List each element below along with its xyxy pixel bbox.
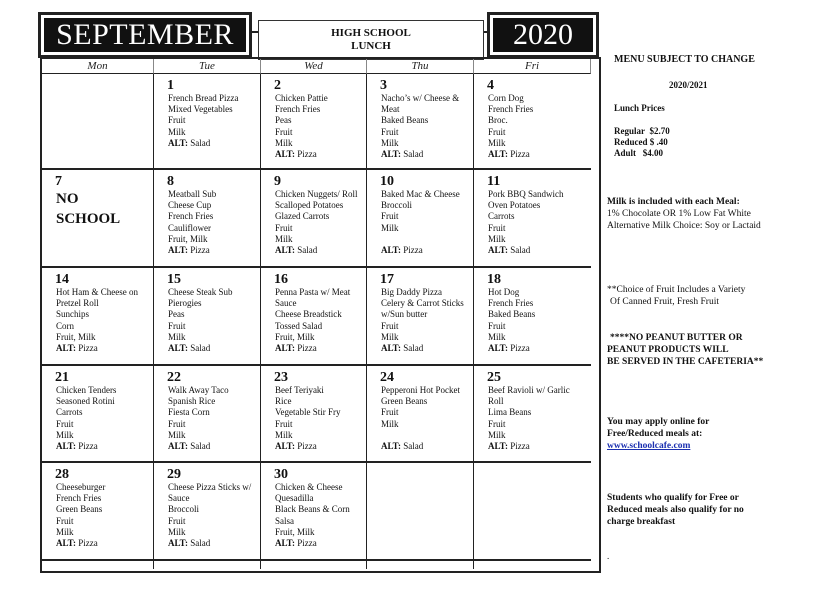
alt-value: Salad — [190, 343, 211, 354]
menu-item: Spanish Rice — [168, 396, 216, 407]
menu-item: Hot Ham & Cheese on — [56, 287, 138, 297]
milk-info — [607, 196, 761, 232]
menu-item: Fruit — [56, 418, 74, 429]
menu-item: Milk — [488, 429, 506, 440]
menu-item: Milk — [168, 126, 186, 137]
menu-item: Milk — [275, 137, 293, 148]
day-header-thu: Thu — [367, 59, 474, 74]
day-number: 22 — [167, 370, 181, 385]
day-number: 28 — [55, 467, 69, 482]
alt-choice — [275, 343, 366, 354]
menu-item: Baked Mac & Cheese — [381, 189, 460, 199]
day-cell — [261, 74, 367, 170]
alt-label: ALT: — [168, 441, 189, 452]
menu-item: Broccoli — [381, 200, 412, 211]
day-cell — [474, 366, 591, 463]
menu-item: Carrots — [56, 407, 83, 418]
menu-item: Fruit — [275, 222, 293, 233]
menu-item: Black Beans & Corn — [275, 504, 350, 515]
menu-item: Quesadilla — [275, 493, 314, 504]
menu-item: Beef Ravioli w/ Garlic — [488, 385, 570, 395]
alt-choice — [168, 343, 260, 354]
menu-item: Walk Away Taco — [168, 385, 229, 395]
schoolcafe-link[interactable]: www.schoolcafe.com — [607, 441, 691, 451]
menu-item: Broccoli — [168, 504, 199, 515]
menu-item — [381, 234, 473, 245]
peanut-warning: ****NO PEANUT BUTTER OR PEANUT PRODUCTS WILL BE SERVED IN THE CAFETERIA** — [607, 333, 764, 367]
alt-label: ALT: — [275, 245, 296, 256]
menu-item: Oven Potatoes — [488, 200, 541, 211]
menu-item: French Bread Pizza — [168, 93, 239, 103]
menu-item: Milk — [381, 222, 399, 233]
alt-value: Pizza — [78, 343, 98, 354]
menu-item: Milk — [381, 418, 399, 429]
day-number: 3 — [380, 78, 387, 93]
menu-title-line2: LUNCH — [351, 40, 391, 52]
alt-choice — [488, 343, 591, 354]
trailing-row-cell — [367, 561, 474, 569]
alt-label: ALT: — [275, 149, 296, 160]
alt-choice — [56, 538, 153, 549]
menu-item: French Fries — [488, 104, 534, 115]
day-number: 11 — [487, 174, 501, 189]
menu-item: Sauce — [275, 298, 297, 309]
alt-choice — [275, 441, 366, 452]
day-header-tue: Tue — [154, 59, 261, 74]
trailing-row-cell — [474, 561, 591, 569]
trailing-row-cell — [261, 561, 367, 569]
menu-item — [381, 430, 473, 441]
month-title: SEPTEMBER — [44, 18, 246, 52]
day-number: 7 — [55, 174, 62, 189]
day-number: 8 — [167, 174, 174, 189]
menu-item: Meatball Sub — [168, 189, 217, 199]
alt-value: Salad — [190, 538, 211, 549]
menu-item: Glazed Carrots — [275, 211, 330, 222]
day-header-mon: Mon — [42, 59, 154, 74]
menu-item: Pepperoni Hot Pocket — [381, 385, 460, 395]
menu-item: Roll — [488, 396, 504, 407]
menu-item: French Fries — [488, 298, 534, 309]
day-cell — [474, 74, 591, 170]
alt-label: ALT: — [381, 441, 402, 452]
alt-choice — [488, 245, 591, 256]
breakfast-info: Students who qualify for Free or Reduced meals also qualify for no charge breakfast — [607, 493, 744, 527]
alt-value: Pizza — [297, 441, 317, 452]
day-cell — [154, 268, 261, 366]
menu-item: Green Beans — [56, 504, 103, 515]
alt-choice — [56, 441, 153, 452]
menu-item: Nacho’s w/ Cheese & — [381, 93, 460, 103]
alt-value: Salad — [297, 245, 318, 256]
alt-value: Pizza — [510, 343, 530, 354]
trailing-row-cell — [42, 561, 154, 569]
day-cell — [42, 74, 154, 170]
menu-item: Fruit — [488, 222, 506, 233]
alt-choice — [56, 343, 153, 354]
day-cell — [42, 268, 154, 366]
menu-item: Baked Beans — [381, 115, 429, 126]
trailing-row-cell — [154, 561, 261, 569]
day-cell — [367, 170, 474, 268]
alt-label: ALT: — [381, 343, 402, 354]
price-adult: Adult $4.00 — [614, 148, 664, 158]
day-number: 2 — [274, 78, 281, 93]
day-cell — [261, 463, 367, 561]
menu-item: Milk — [56, 526, 74, 537]
day-cell — [154, 463, 261, 561]
menu-item: Cheese Pizza Sticks w/ — [168, 482, 252, 492]
menu-item: Milk — [168, 526, 186, 537]
day-number: 10 — [380, 174, 394, 189]
menu-item: Pretzel Roll — [56, 298, 99, 309]
menu-item: Fruit — [168, 115, 186, 126]
menu-item: Scalloped Potatoes — [275, 200, 344, 211]
alt-label: ALT: — [56, 441, 77, 452]
alt-label: ALT: — [275, 343, 296, 354]
alt-label: ALT: — [488, 441, 509, 452]
menu-item: Cheese Steak Sub — [168, 287, 233, 297]
alt-value: Salad — [403, 343, 424, 354]
menu-item: Hot Dog — [488, 287, 520, 297]
menu-item: Milk — [168, 429, 186, 440]
milk-title: Milk is included with each Meal: — [607, 197, 740, 207]
alt-label: ALT: — [168, 538, 189, 549]
menu-item: Seasoned Rotini — [56, 396, 115, 407]
alt-value: Pizza — [510, 149, 530, 160]
day-number: 21 — [55, 370, 69, 385]
menu-item: Fruit — [381, 126, 399, 137]
alt-label: ALT: — [488, 343, 509, 354]
alt-value: Pizza — [297, 538, 317, 549]
day-cell — [474, 170, 591, 268]
menu-item: Fruit — [381, 211, 399, 222]
fruit-note: **Choice of Fruit Includes a Variety Of Canned Fruit, Fresh Fruit — [607, 285, 746, 307]
menu-item: Cheese Breadstick — [275, 309, 342, 320]
day-cell — [154, 170, 261, 268]
menu-item: Green Beans — [381, 396, 428, 407]
menu-item: Celery & Carrot Sticks — [381, 298, 464, 309]
menu-item: Meat — [381, 104, 400, 115]
menu-item: Mixed Vegetables — [168, 104, 233, 115]
day-cell — [261, 268, 367, 366]
menu-item: Fruit — [56, 515, 74, 526]
alt-label: ALT: — [488, 245, 509, 256]
no-school-note: SCHOOL — [56, 211, 121, 227]
alt-choice — [168, 138, 260, 149]
menu-item: Beef Teriyaki — [275, 385, 324, 395]
day-number: 17 — [380, 272, 394, 287]
year-banner — [487, 12, 599, 58]
menu-title — [258, 20, 484, 60]
menu-item: Fruit — [275, 126, 293, 137]
alt-choice — [275, 245, 366, 256]
day-number: 16 — [274, 272, 288, 287]
menu-item: Pierogies — [168, 298, 202, 309]
day-number: 25 — [487, 370, 501, 385]
day-number: 15 — [167, 272, 181, 287]
menu-item: Cheeseburger — [56, 482, 106, 492]
alt-value: Salad — [190, 137, 211, 148]
day-number: 23 — [274, 370, 288, 385]
month-banner — [38, 12, 252, 58]
day-number: 1 — [167, 78, 174, 93]
price-reduced: Reduced $ .40 — [614, 137, 668, 147]
alt-value: Salad — [510, 245, 531, 256]
alt-choice — [168, 538, 260, 549]
menu-item: French Fries — [56, 493, 102, 504]
menu-item: Chicken & Cheese — [275, 482, 343, 492]
calendar-grid — [42, 59, 599, 571]
menu-item: Milk — [275, 233, 293, 244]
menu-item: Fruit — [488, 126, 506, 137]
apply-info: You may apply online for Free/Reduced meals at: www.schoolcafe.com — [607, 417, 710, 451]
alt-label: ALT: — [275, 538, 296, 549]
menu-item: Corn Dog — [488, 93, 524, 103]
alt-choice — [488, 149, 591, 160]
alt-label: ALT: — [56, 343, 77, 354]
day-cell — [42, 463, 154, 561]
day-cell — [367, 268, 474, 366]
sidebar — [614, 54, 814, 66]
menu-item: Milk — [488, 233, 506, 244]
menu-item: Penna Pasta w/ Meat — [275, 287, 351, 297]
day-cell — [154, 366, 261, 463]
day-cell — [367, 74, 474, 170]
day-number: 4 — [487, 78, 494, 93]
alt-choice — [168, 245, 260, 256]
menu-item: French Fries — [168, 211, 214, 222]
alt-value: Pizza — [297, 149, 317, 160]
menu-item: Milk — [381, 137, 399, 148]
alt-value: Salad — [190, 441, 211, 452]
alt-value: Salad — [403, 441, 424, 452]
menu-item: Milk — [56, 429, 74, 440]
alt-choice — [488, 441, 591, 452]
day-cell — [367, 366, 474, 463]
menu-item: Sunchips — [56, 309, 90, 320]
alt-label: ALT: — [56, 538, 77, 549]
menu-item: Pork BBQ Sandwich — [488, 189, 564, 199]
milk-alternative: Alternative Milk Choice: Soy or Lactaid — [607, 221, 761, 231]
menu-item: Vegetable Stir Fry — [275, 407, 341, 418]
alt-choice — [381, 343, 473, 354]
menu-item: Chicken Nuggets/ Roll — [275, 189, 358, 199]
alt-label: ALT: — [488, 149, 509, 160]
alt-choice — [381, 149, 473, 160]
menu-item: Fruit — [275, 418, 293, 429]
alt-label: ALT: — [381, 149, 402, 160]
menu-item: Corn — [56, 320, 74, 331]
alt-label: ALT: — [168, 137, 189, 148]
menu-item: Fruit — [381, 407, 399, 418]
price-regular: Regular $2.70 — [614, 126, 670, 136]
menu-item: Milk — [488, 331, 506, 342]
day-number: 24 — [380, 370, 394, 385]
menu-item: Broc. — [488, 115, 508, 126]
menu-item: Big Daddy Pizza — [381, 287, 442, 297]
menu-item: Fruit, Milk — [275, 526, 315, 537]
menu-item: Carrots — [488, 211, 515, 222]
day-header-fri: Fri — [474, 59, 591, 74]
alt-choice — [275, 538, 366, 549]
day-cell — [154, 74, 261, 170]
day-number: 29 — [167, 467, 181, 482]
menu-item: w/Sun butter — [381, 309, 428, 320]
day-cell — [261, 366, 367, 463]
menu-item: Fruit — [488, 320, 506, 331]
menu-item: Fruit — [381, 320, 399, 331]
day-header-wed: Wed — [261, 59, 367, 74]
day-cell — [42, 170, 154, 268]
day-cell — [367, 463, 474, 561]
end-mark: . — [607, 551, 610, 561]
menu-item: Fruit — [488, 418, 506, 429]
alt-label: ALT: — [168, 343, 189, 354]
menu-item: Lima Beans — [488, 407, 532, 418]
alt-value: Pizza — [78, 538, 98, 549]
menu-item: Fruit — [168, 320, 186, 331]
menu-item: Milk — [168, 331, 186, 342]
alt-value: Salad — [403, 149, 424, 160]
menu-item: Cauliflower — [168, 222, 211, 233]
menu-item: Fiesta Corn — [168, 407, 210, 418]
day-number: 30 — [274, 467, 288, 482]
prices-title: Lunch Prices — [614, 103, 665, 113]
menu-item: Fruit — [168, 418, 186, 429]
day-number: 18 — [487, 272, 501, 287]
day-number: 9 — [274, 174, 281, 189]
day-cell — [474, 463, 591, 561]
year-title: 2020 — [493, 18, 593, 52]
menu-item: Milk — [381, 331, 399, 342]
alt-label: ALT: — [381, 245, 402, 256]
menu-item: Fruit, Milk — [168, 233, 208, 244]
menu-item: Peas — [168, 309, 185, 320]
alt-label: ALT: — [168, 245, 189, 256]
menu-item: Fruit — [168, 515, 186, 526]
menu-item: Sauce — [168, 493, 190, 504]
alt-choice — [168, 441, 260, 452]
day-cell — [261, 170, 367, 268]
school-year: 2020/2021 — [669, 80, 708, 90]
alt-value: Pizza — [403, 245, 423, 256]
alt-value: Pizza — [297, 343, 317, 354]
alt-choice — [381, 245, 473, 256]
day-cell — [474, 268, 591, 366]
alt-value: Pizza — [78, 441, 98, 452]
no-school-note: NO — [56, 191, 79, 207]
menu-item: Fruit, Milk — [275, 331, 315, 342]
menu-item: Cheese Cup — [168, 200, 212, 211]
alt-value: Pizza — [510, 441, 530, 452]
alt-value: Pizza — [190, 245, 210, 256]
menu-item: Milk — [488, 137, 506, 148]
menu-item: Peas — [275, 115, 292, 126]
menu-item: Baked Beans — [488, 309, 536, 320]
menu-item: Salsa — [275, 515, 294, 526]
menu-item: Tossed Salad — [275, 320, 323, 331]
milk-options: 1% Chocolate OR 1% Low Fat White — [607, 209, 751, 219]
menu-item: Rice — [275, 396, 292, 407]
alt-label: ALT: — [275, 441, 296, 452]
menu-item: Fruit, Milk — [56, 331, 96, 342]
alt-choice — [275, 149, 366, 160]
menu-item: Milk — [275, 429, 293, 440]
menu-item: Chicken Tenders — [56, 385, 117, 395]
subject-to-change: MENU SUBJECT TO CHANGE — [614, 54, 755, 65]
menu-title-line1: HIGH SCHOOL — [331, 27, 411, 39]
menu-item: Chicken Pattie — [275, 93, 328, 103]
day-number: 14 — [55, 272, 69, 287]
alt-choice — [381, 441, 473, 452]
price-list — [614, 126, 670, 159]
day-cell — [42, 366, 154, 463]
menu-item: French Fries — [275, 104, 321, 115]
